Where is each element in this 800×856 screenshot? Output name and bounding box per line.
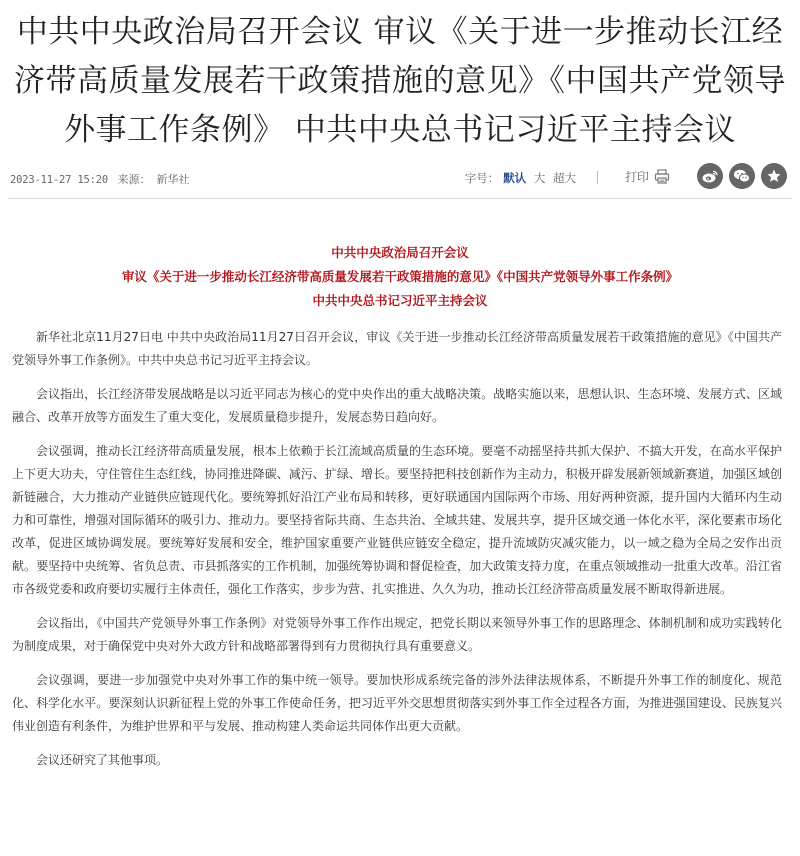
article-meta [10,171,195,187]
font-size-control [465,170,576,186]
printer-icon [654,169,670,184]
font-size-large[interactable]: 大 [533,171,546,185]
font-size-label: 字号： [464,171,500,185]
summary-line-1: 中共中央政治局召开会议 [331,245,469,260]
wechat-icon[interactable] [729,163,755,189]
article-headline: 中共中央政治局召开会议 审议《关于进一步推动长江经济带高质量发展若干政策措施的意见》《中国共产党领导外事工作条例》 中共中央总书记习近平主持会议 [14,14,786,148]
print-button[interactable] [625,168,670,185]
article-body [12,326,782,783]
article-paragraph: 会议指出，长江经济带发展战略是以习近平同志为核心的党中央作出的重大战略决策。战略实施以来，思想认识、生态环境、发展方式、区域融合、改革开放等方面发生了重大变化，发展质量稳步提升，发展态势日趋向好。 [12,387,782,424]
publish-date: 2023-11-27 15:20 [10,174,108,186]
weibo-icon[interactable] [697,163,723,189]
article-paragraph: 会议还研究了其他事项。 [36,753,169,767]
header-divider [8,198,792,199]
article-paragraph: 新华社北京11月27日电 中共中央政治局11月27日召开会议，审议《关于进一步推动长江经济带高质量发展若干政策措施的意见》《中国共产党领导外事工作条例》。中共中央总书记习近平主持会议。 [12,330,782,367]
summary-line-3: 中共中央总书记习近平主持会议 [312,293,488,308]
favorite-icon[interactable] [761,163,787,189]
article-paragraph: 会议强调，推动长江经济带高质量发展，根本上依赖于长江流域高质量的生态环境。要毫不动摇坚持共抓大保护、不搞大开发，在高水平保护上下更大功夫，守住管住生态红线，协同推进降碳、减污、扩绿、增长。要坚持把科技创新作为主动力，积极开辟发展新领域新赛道，加强区域创新链融合，大力推动产业链供应链现代化。要统筹抓好沿江产业布局和转移，更好联通国内国际两个市场、用好两种资源，提升国内大循环内生动力和可靠性，增强对国际循环的吸引力、推动力。要坚持省际共商、生态共治、全域共建、发展共享，提升区域交通一体化水平，深化要素市场化改革，促进区域协调发展。要统筹好发展和安全，维护国家重要产业链供应链安全稳定，提升流域防灾减灾能力，以一域之稳为全局之安作出贡献。要坚持中央统筹、省负总责、市县抓落实的工作机制，加强统筹协调和督促检查，加大政策支持力度，在重点领域推动一批重大改革。沿江省市各级党委和政府要切实履行主体责任，强化工作落实，步步为营、扎实推进、久久为功，推动长江经济带高质量发展不断取得新进展。 [12,444,782,596]
toolbar-divider [597,171,598,184]
print-label: 打印 [624,170,649,184]
article-paragraph: 会议指出，《中国共产党领导外事工作条例》对党领导外事工作作出规定，把党长期以来领导外事工作的思路理念、体制机制和成功实践转化为制度成果，对于确保党中央对外大政方针和战略部署得到有力贯彻执行具有重要意义。 [12,616,782,653]
summary-line-2: 审议《关于进一步推动长江经济带高质量发展若干政策措施的意见》《中国共产党领导外事工作条例》 [121,269,679,284]
font-size-default[interactable]: 默认 [503,171,527,185]
source-label: 来源： [117,173,151,186]
source-name: 新华社 [156,173,190,186]
article-meta-bar [8,162,792,192]
article-summary [0,241,800,313]
article-paragraph: 会议强调，要进一步加强党中央对外事工作的集中统一领导。要加快形成系统完备的涉外法律法规体系，不断提升外事工作的制度化、规范化、科学化水平。要深刻认识新征程上党的外事工作使命任务，把习近平外交思想贯彻落实到外事工作全过程各方面，为推进强国建设、民族复兴伟业创造有利条件，为维护世界和平与发展、推动构建人类命运共同体作出更大贡献。 [12,673,782,733]
font-size-xlarge[interactable]: 超大 [553,171,576,185]
